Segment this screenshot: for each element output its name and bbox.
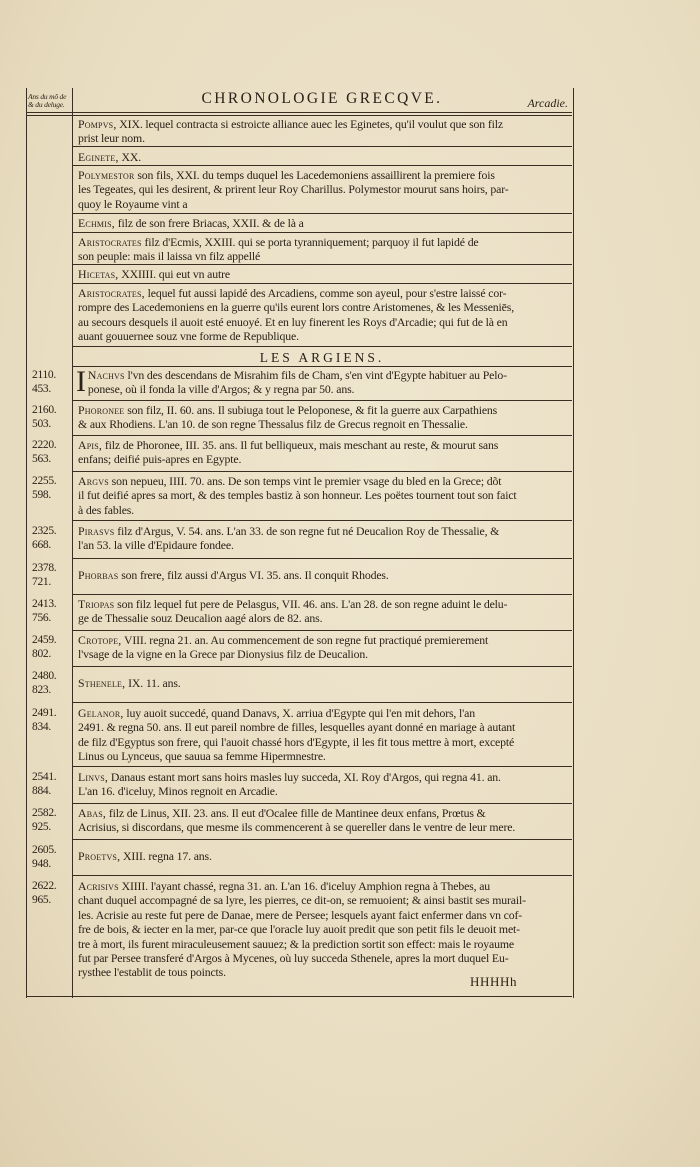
- entry-text: au secours desquels il auoit esté enuoyé. Et en luy finerent les Roys d'Arcadie; qui fut de là en: [78, 314, 508, 329]
- entry-rule: [72, 766, 572, 767]
- year-of-world: 2160.: [32, 404, 57, 416]
- entry-rule: [72, 520, 572, 521]
- year-of-deluge: 965.: [32, 894, 51, 906]
- entry-rule: [72, 435, 572, 436]
- entry-rule: [72, 165, 572, 166]
- ruler-name: Phorbas: [78, 568, 119, 582]
- entry-text: XXIIII. qui eut vn autre: [121, 267, 231, 281]
- section-rule: [72, 366, 572, 367]
- entry-rule: [72, 213, 572, 214]
- year-of-world: 2255.: [32, 475, 57, 487]
- year-of-deluge: 503.: [32, 418, 51, 430]
- ruler-name: Pompvs,: [78, 117, 117, 131]
- ruler-name: Pirasvs: [78, 524, 115, 538]
- ruler-name: Argvs: [78, 474, 109, 488]
- entry-text: tre à mort, ils furent miraculeusement sauuez; & la prediction sortit son effect: mais le royaume: [78, 936, 514, 951]
- entry-text: son fils, XXI. du temps duquel les Lacedemoniens assaillirent la premiere fois: [137, 168, 495, 182]
- year-of-world: 2459.: [32, 634, 57, 646]
- date-cell: [32, 706, 72, 734]
- entry-text: Linus ou Lynceus, que sauua sa femme Hipermnestre.: [78, 749, 326, 764]
- entry-rule: [72, 400, 572, 401]
- ruler-name: Acrisivs: [78, 879, 119, 893]
- entry-text: rompre des Lacedemoniens en la guerre qu'ils eurent lors contre Aristomenes, & les Messeniēs,: [78, 300, 514, 315]
- entry-text: filz d'Argus, V. 54. ans. L'an 33. de son regne fut né Deucalion Roy de Thessalie, &: [117, 524, 500, 538]
- year-of-deluge: 834.: [32, 721, 51, 733]
- entry-rule: [72, 875, 572, 876]
- ruler-name: Linvs,: [78, 770, 109, 784]
- entry-text: l'vsage de la vigne en la Grece par Dionysius filz de Deucalion.: [78, 647, 368, 662]
- entry-text: son peuple: mais il laissa vn filz appellé: [78, 249, 261, 264]
- ruler-name: Aristocrates: [78, 235, 142, 249]
- entry-rule: [72, 283, 572, 284]
- entry-text: à des fables.: [78, 502, 135, 517]
- entry-text: rysthee l'establit de tous poincts.: [78, 965, 226, 980]
- date-cell: [32, 597, 72, 625]
- date-column-heading-line-2: & du deluge.: [28, 100, 65, 109]
- entry-text: son filz, II. 60. ans. Il subiuga tout le Peloponese, & fit la guerre aux Carpathiens: [127, 403, 498, 417]
- entry-hicetas: [78, 267, 568, 281]
- entry-apis: [78, 438, 568, 467]
- entry-text: Acrisius, si discordans, que mesme ils commencerent à se quereller dans le ventre de leur mere.: [78, 820, 516, 835]
- entry-text: filz d'Ecmis, XXIII. qui se porta tyranniquement; parquoy il fut lapidé de: [144, 235, 479, 249]
- entry-crotope: [78, 633, 568, 662]
- year-of-deluge: 453.: [32, 383, 51, 395]
- date-cell: [32, 561, 72, 589]
- entry-phorbas: [78, 568, 568, 582]
- year-of-world: 2220.: [32, 439, 57, 451]
- entry-text: filz de Phoronee, III. 35. ans. Il fut belliqueux, mais meschant au reste, & mourut sans: [104, 438, 499, 452]
- date-cell: [32, 879, 72, 907]
- ruler-name: Crotope,: [78, 633, 122, 647]
- year-of-deluge: 563.: [32, 453, 51, 465]
- ruler-name: Hicetas,: [78, 267, 119, 281]
- entry-acrisius: [78, 879, 568, 980]
- entry-text: luy auoit succedé, quand Danavs, X. arriua d'Egypte qui l'en mit dehors, l'an: [126, 706, 475, 720]
- entry-rule: [72, 702, 572, 703]
- year-of-deluge: 721.: [32, 576, 51, 588]
- entry-phoronee: [78, 403, 568, 432]
- year-of-deluge: 802.: [32, 648, 51, 660]
- year-of-world: 2110.: [32, 369, 56, 381]
- date-cell: [32, 669, 72, 697]
- date-column-heading-line-1: Ans du mõ de: [28, 92, 67, 101]
- year-of-deluge: 756.: [32, 612, 51, 624]
- bottom-rule: [26, 996, 572, 997]
- entry-text: fre de bois, & iecter en la mer, par-ce que l'oracle luy auoit predit que son petit fils le deuoit met-: [78, 922, 520, 937]
- date-column-divider: [72, 88, 73, 998]
- year-of-world: 2605.: [32, 844, 57, 856]
- signature-mark: HHHHh: [470, 974, 518, 989]
- date-cell: [32, 368, 72, 396]
- ruler-name: Sthenele,: [78, 676, 126, 690]
- ruler-name: Abas,: [78, 806, 107, 820]
- year-of-deluge: 668.: [32, 539, 51, 551]
- year-of-world: 2622.: [32, 880, 57, 892]
- entry-text: l'vn des descendans de Misrahim fils de Cham, s'en vint d'Egypte habituer au Pelo-: [127, 368, 507, 382]
- entry-rule: [72, 146, 572, 147]
- entry-text: L'an 16. d'iceluy, Minos regnoit en Arcadie.: [78, 784, 278, 799]
- entry-text: VIII. regna 21. an. Au commencement de son regne fut practiqué premierement: [123, 633, 489, 647]
- entry-sthenele: [78, 676, 568, 690]
- date-cell: [32, 843, 72, 871]
- ruler-name: Apis,: [78, 438, 103, 452]
- year-of-deluge: 823.: [32, 684, 51, 696]
- entry-inachus: [76, 365, 568, 398]
- entry-text: il fut deifié apres sa mort, & des temples bastiz à son honneur. Les poëtes tournent tout son faict: [78, 488, 517, 503]
- ruler-name: Triopas: [78, 597, 115, 611]
- entry-text: auant gouuernee souz vne forme de Republique.: [78, 329, 299, 344]
- entry-eginete: [78, 150, 568, 164]
- entry-polymestor: [78, 168, 568, 211]
- entry-text: son frere, filz aussi d'Argus VI. 35. ans. Il conquit Rhodes.: [121, 568, 389, 582]
- entry-rule: [72, 232, 572, 233]
- year-of-deluge: 884.: [32, 785, 51, 797]
- header-rule: [26, 112, 572, 113]
- year-of-world: 2413.: [32, 598, 57, 610]
- date-cell: [32, 403, 72, 431]
- year-of-world: 2378.: [32, 562, 57, 574]
- entry-text: les. Acrisie au reste fut pere de Danae, mere de Persee; lesquels ayant faict enfermer dans vn cof-: [78, 907, 523, 922]
- entry-gelanor: [78, 706, 568, 764]
- ruler-name: Polymestor: [78, 168, 135, 182]
- entry-text: & aux Rhodiens. L'an 10. de son regne Thessalus filz de Grecus regnoit en Thessalie.: [78, 417, 468, 432]
- section-title: LES ARGIENS.: [259, 350, 385, 365]
- ruler-name: Nachvs: [87, 368, 125, 382]
- entry-rule: [72, 839, 572, 840]
- entry-text: fut par Persee transferé d'Argos à Mycenes, où luy succeda Sthenele, apres la mort duquel Eu-: [78, 951, 509, 966]
- entry-text: XIX. lequel contracta si estroicte alliance auec les Eginetes, qu'il voulut que son filz: [119, 117, 503, 131]
- entry-echmis: [78, 216, 568, 230]
- date-cell: [32, 524, 72, 552]
- entry-text: son filz lequel fut pere de Pelasgus, VII. 46. ans. L'an 28. de son regne aduint le delu-: [117, 597, 508, 611]
- entry-rule: [72, 803, 572, 804]
- entry-text: son nepueu, IIII. 70. ans. De son temps vint le premier vsage du bled en la Grece; dõt: [111, 474, 502, 488]
- ruler-name: Proetvs,: [78, 849, 121, 863]
- date-column-heading: [28, 93, 72, 109]
- ruler-name: Echmis,: [78, 216, 115, 230]
- entry-text: les Tegeates, qui les desirent, & prirent leur Roy Charillus. Polymestor mourut sans hoirs, par-: [78, 182, 509, 197]
- running-head: Arcadie.: [527, 96, 568, 110]
- entry-text: XIII. regna 17. ans.: [123, 849, 212, 863]
- entry-rule: [72, 471, 572, 472]
- ruler-name: Aristocrates,: [78, 286, 145, 300]
- entry-text: XIIII. l'ayant chassé, regna 31. an. L'an 16. d'iceluy Amphion regna à Thebes, au: [121, 879, 491, 893]
- entry-text: filz de Linus, XII. 23. ans. Il eut d'Ocalee fille de Mantinee deux enfans, Prœtus &: [108, 806, 486, 820]
- entry-argus: [78, 474, 568, 517]
- entry-rule: [72, 264, 572, 265]
- entry-text: prist leur nom.: [78, 131, 145, 146]
- entry-text: IX. 11. ans.: [128, 676, 181, 690]
- date-cell: [32, 806, 72, 834]
- entry-linus: [78, 770, 568, 799]
- year-of-deluge: 925.: [32, 821, 51, 833]
- date-cell: [32, 474, 72, 502]
- year-of-world: 2541.: [32, 771, 57, 783]
- entry-text: ponese, où il fonda la ville d'Argos; & y regna par 50. ans.: [87, 382, 355, 397]
- entry-text: enfans; deifié puis-apres en Egypte.: [78, 452, 242, 467]
- year-of-world: 2480.: [32, 670, 57, 682]
- entry-text: ge de Thessalie souz Deucalion aagé alors de 82. ans.: [78, 611, 323, 626]
- entry-rule: [72, 666, 572, 667]
- entry-text: Danaus estant mort sans hoirs masles luy succeda, XI. Roy d'Argos, qui regna 41. an.: [110, 770, 501, 784]
- ruler-name: Phoronee: [78, 403, 125, 417]
- entry-text: 2491. & regna 50. ans. Il eut pareil nombre de filles, lesquelles ayant donné en mariage à autant: [78, 720, 516, 735]
- page-title: CHRONOLOGIE GRECQVE.: [201, 90, 443, 107]
- entry-pirasus: [78, 524, 568, 553]
- header-rule-thin: [26, 115, 572, 116]
- year-of-world: 2582.: [32, 807, 57, 819]
- year-of-deluge: 598.: [32, 489, 51, 501]
- entry-rule: [72, 594, 572, 595]
- entry-aristocrates-1: [78, 235, 568, 264]
- year-of-deluge: 948.: [32, 858, 51, 870]
- entry-proetus: [78, 849, 568, 863]
- date-cell: [32, 438, 72, 466]
- entry-rule: [72, 558, 572, 559]
- entry-triopas: [78, 597, 568, 626]
- entry-rule: [72, 346, 572, 347]
- entry-pompus: [78, 117, 568, 146]
- entry-text: filz de son frere Briacas, XXII. & de là a: [117, 216, 304, 230]
- entry-text: de filz d'Egyptus son frere, qui l'auoit chassé hors d'Egypte, il les fit tous mettre à mort, excepté: [78, 734, 515, 749]
- ruler-name: Eginete,: [78, 150, 119, 164]
- entry-aristocrates-2: [78, 286, 568, 344]
- date-cell: [32, 770, 72, 798]
- entry-text: quoy le Royaume vint a: [78, 196, 188, 211]
- drop-cap: I: [76, 365, 86, 398]
- year-of-world: 2325.: [32, 525, 57, 537]
- entry-text: l'an 53. la ville d'Epidaure fondee.: [78, 538, 234, 553]
- entry-text: chant duquel accompagné de sa lyre, les pierres, ce dit-on, se remuoient; & ainsi bastit ses murail-: [78, 893, 526, 908]
- entry-text: XX.: [121, 150, 141, 164]
- entry-rule: [72, 630, 572, 631]
- entry-text: lequel fut aussi lapidé des Arcadiens, comme son ayeul, pour s'estre laissé cor-: [147, 286, 507, 300]
- date-cell: [32, 633, 72, 661]
- year-of-world: 2491.: [32, 707, 57, 719]
- ruler-name: Gelanor,: [78, 706, 124, 720]
- entry-abas: [78, 806, 568, 835]
